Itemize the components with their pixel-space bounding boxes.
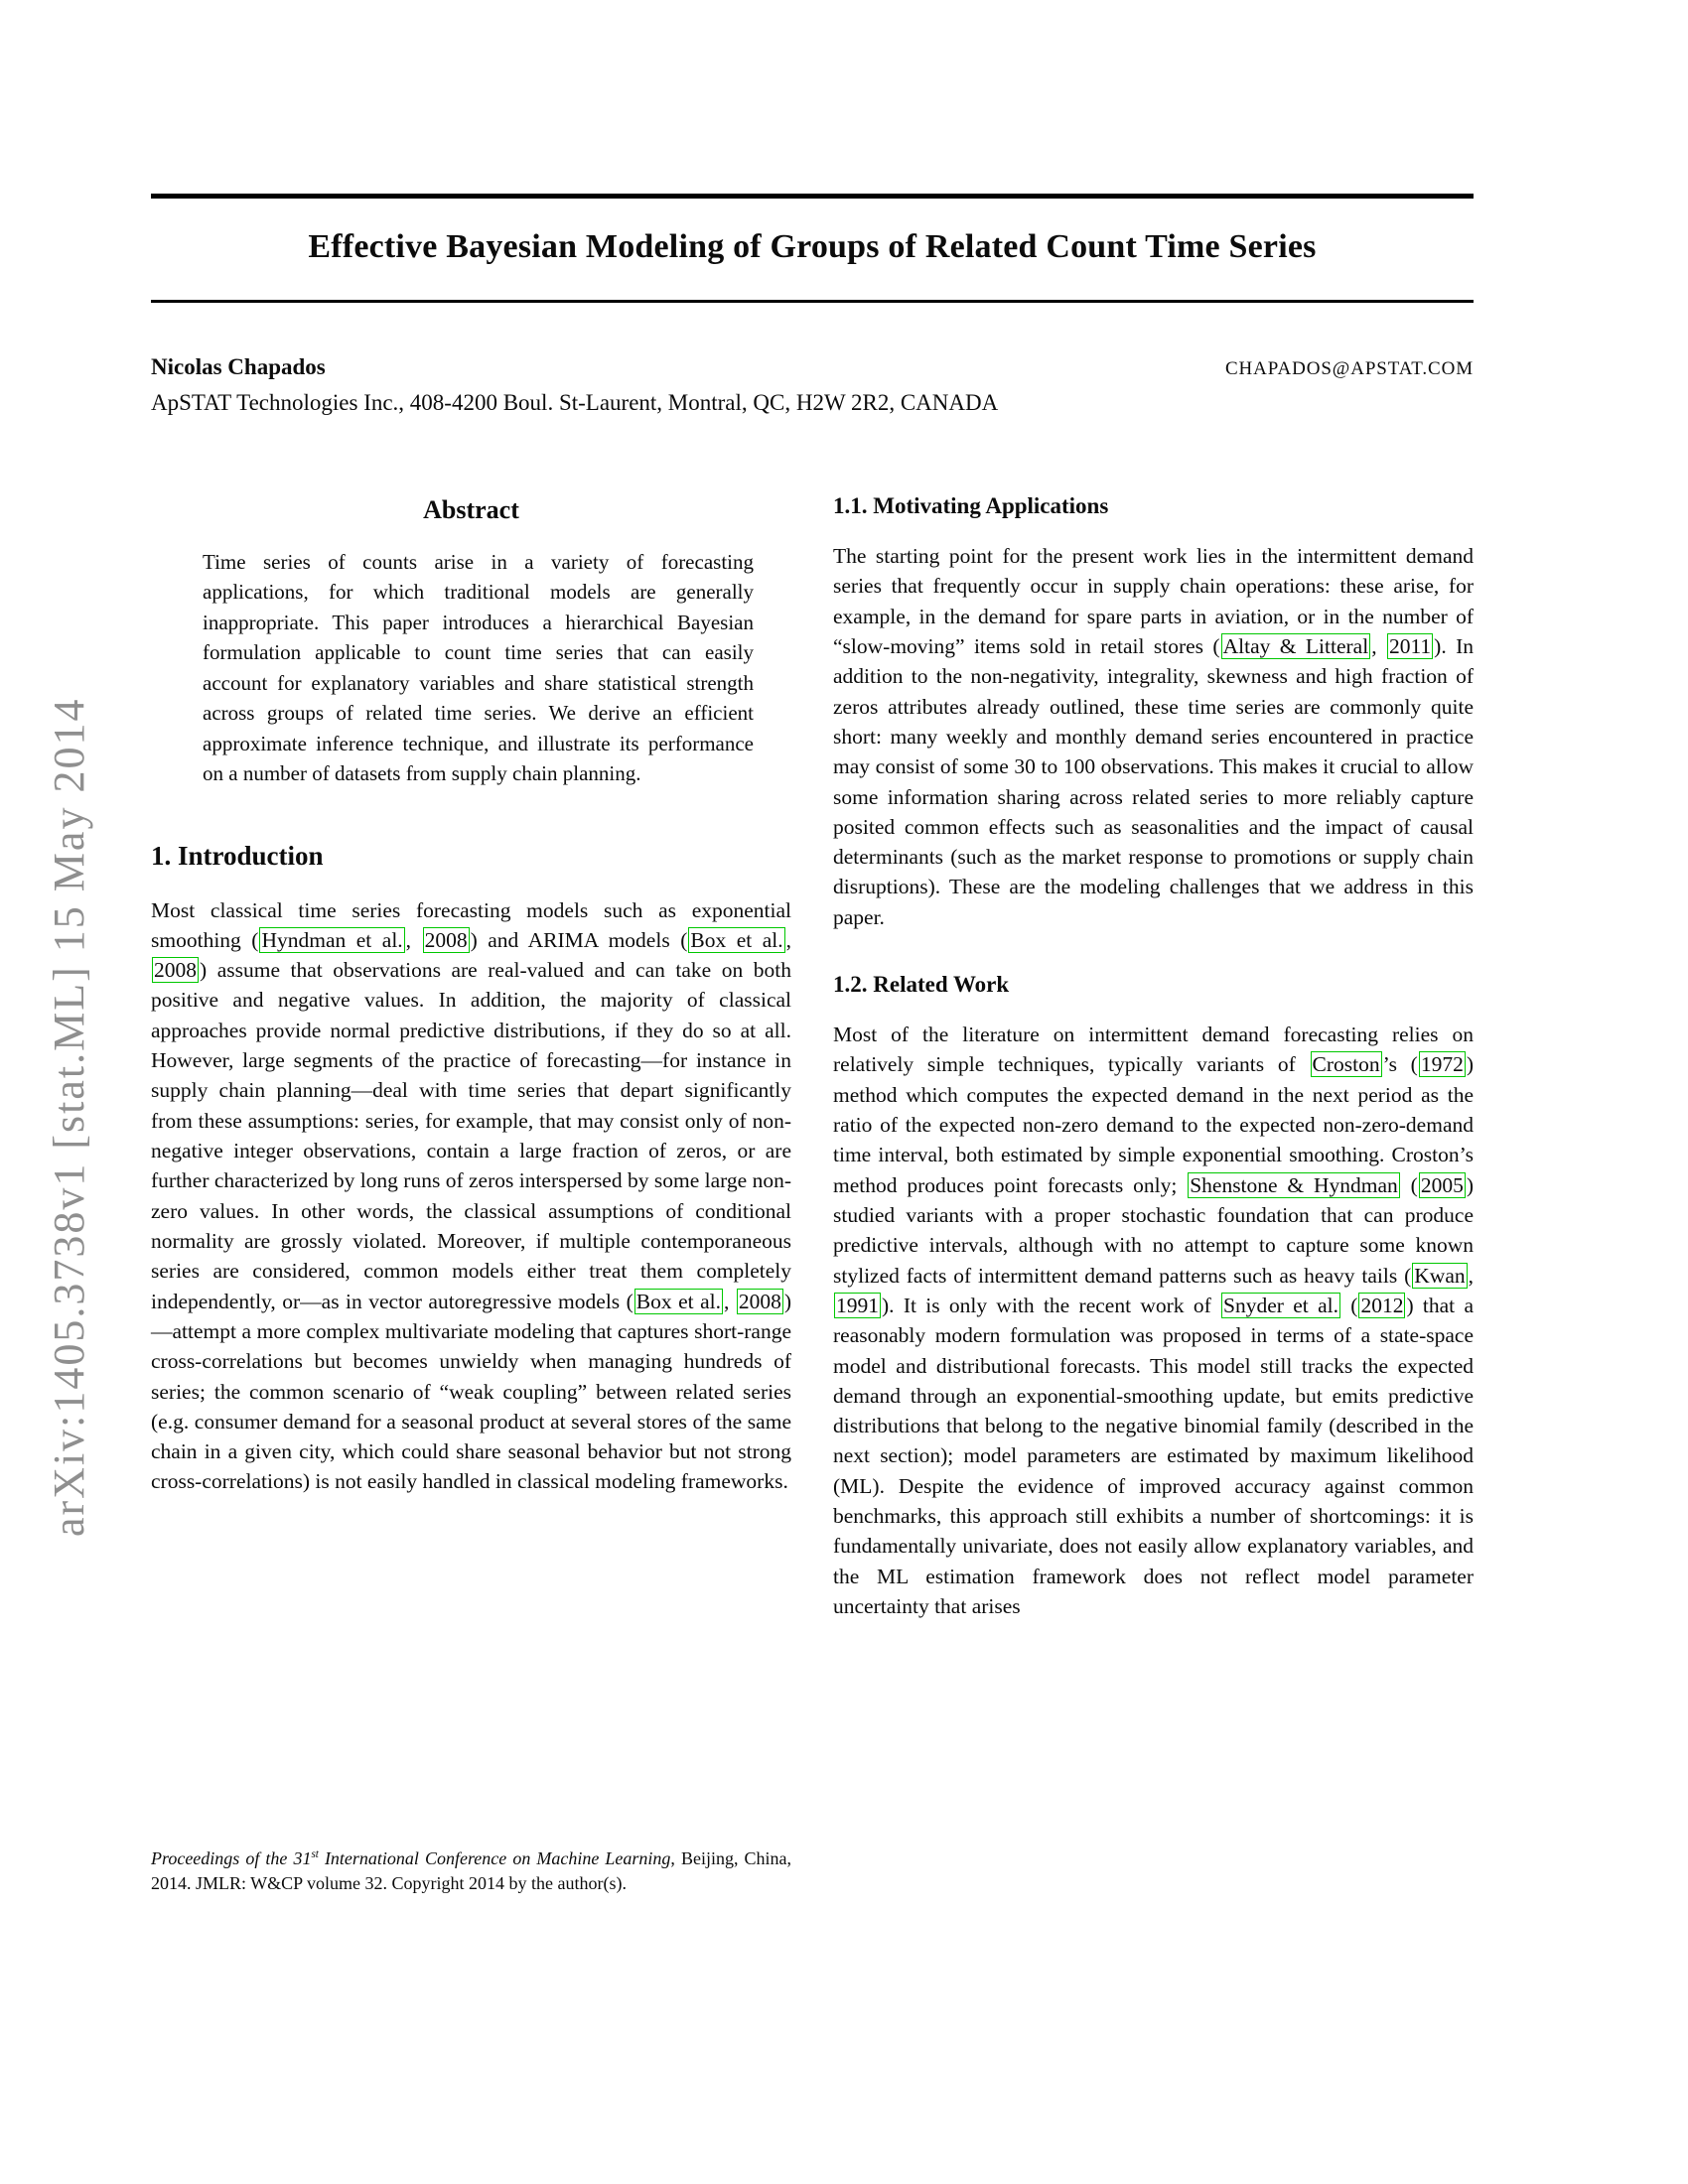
author-email: CHAPADOS@APSTAT.COM xyxy=(1224,358,1474,379)
copyright-footnote xyxy=(151,1821,791,1895)
subsection-heading-related-work: 1.2. Related Work xyxy=(833,972,1010,998)
citation-link[interactable]: Box et al. xyxy=(690,927,783,952)
citation-link[interactable]: 2005 xyxy=(1420,1172,1464,1197)
motivating-paragraph xyxy=(833,541,1474,932)
author-affiliation: ApSTAT Technologies Inc., 408-4200 Boul. St-Laurent, Montral, QC, H2W 2R2, CANADA xyxy=(151,390,999,415)
citation-link[interactable]: 2011 xyxy=(1388,633,1432,658)
text-segment: International Conference on Machine Learning xyxy=(318,1848,671,1869)
right-column xyxy=(833,493,1474,1895)
text-segment: ) and ARIMA models ( xyxy=(470,927,688,952)
abstract-text: Time series of counts arise in a variety of forecasting applications, for which traditional models are generally inappropriate. This paper introduces a hierarchical Bayesian formulation applicable to count time series that can easily account for explanatory variables and share statistical strength across groups of related time series. We derive an efficient approximate inference technique, and illustrate its performance on a number of datasets from supply chain planning. xyxy=(203,550,754,786)
citation-link[interactable]: Shenstone & Hyndman xyxy=(1190,1172,1398,1197)
title-rule-top xyxy=(151,194,1474,199)
paper-title: Effective Bayesian Modeling of Groups of Related Count Time Series xyxy=(308,228,1317,265)
text-segment: Most classical time series forecasting models such as exponential smoothing ( xyxy=(151,897,791,952)
related-work-paragraph xyxy=(833,1020,1474,1621)
citation-link[interactable]: Box et al. xyxy=(635,1289,721,1313)
citation-link[interactable]: Hyndman et al. xyxy=(261,927,403,952)
citation-link[interactable]: Croston xyxy=(1312,1052,1380,1077)
citation-link[interactable]: 1972 xyxy=(1420,1052,1464,1077)
text-segment: ) studied variants with a proper stochastic foundation that can produce predictive intervals, although with no attempt to capture some known stylized facts of intermittent demand patterns such as heavy tails ( xyxy=(833,1172,1474,1288)
section-heading-introduction: 1. Introduction xyxy=(151,840,324,871)
text-segment: ). It is only with the recent work of xyxy=(882,1293,1221,1317)
text-segment: )—attempt a more complex multivariate modeling that captures short-range cross-correlations but becomes unwieldy when managing hundreds of series; the common scenario of “weak coupling” between related series (e.g. consumer demand for a seasonal product at several stores of the same chain in a given city, which could share seasonal behavior but not strong cross-correlations) is not easily handled in classical modeling frameworks. xyxy=(151,1289,791,1494)
left-column xyxy=(151,493,791,1895)
text-segment: st xyxy=(311,1848,319,1861)
introduction-paragraph xyxy=(151,895,791,1497)
text-segment: ) assume that observations are real-valued and can take on both positive and negative values. In addition, the majority of classical approaches provide normal predictive distributions, if they do so at all. However, large segments of the practice of forecasting—for instance in supply chain planning—deal with time series that depart significantly from these assumptions: series, for example, that may consist only of non-negative integer observations, contain a large fraction of zeros, or are further characterized by long runs of zeros interspersed by some large non-zero values. In other words, the classical assumptions of conditional normality are grossly violated. Moreover, if multiple contemporaneous series are considered, common models either treat them completely independently, or—as in vector autoregressive models ( xyxy=(151,958,791,1313)
text-segment: , Beijing, China, 2014. JMLR: W&CP volume 32. Copyright 2014 by the author(s). xyxy=(151,1848,791,1893)
citation-link[interactable]: Snyder et al. xyxy=(1223,1293,1338,1317)
abstract-heading: Abstract xyxy=(423,495,519,524)
paper-content xyxy=(151,0,1474,1895)
subsection-heading-motivating: 1.1. Motivating Applications xyxy=(833,493,1109,518)
text-segment: , xyxy=(405,927,422,952)
text-segment: The starting point for the present work lies in the intermittent demand series that frequently occur in supply chain operations: these arise, for example, in the demand for spare parts in aviation, or in the number of “slow-moving” items sold in retail stores ( xyxy=(833,544,1474,658)
text-segment: , xyxy=(723,1289,736,1313)
text-segment: Most of the literature on intermittent demand forecasting relies on relatively simple techniques, typically variants of xyxy=(833,1023,1474,1077)
citation-link[interactable]: Kwan xyxy=(1414,1263,1466,1288)
citation-link[interactable]: 2008 xyxy=(424,927,468,952)
text-segment: , xyxy=(785,927,791,952)
title-rule-bottom xyxy=(151,300,1474,303)
arxiv-watermark: arXiv:1405.3738v1 [stat.ML] 15 May 2014 xyxy=(45,697,93,1537)
text-segment: , xyxy=(1371,633,1386,658)
citation-link[interactable]: 2008 xyxy=(154,958,197,983)
citation-link[interactable]: 2012 xyxy=(1360,1293,1404,1317)
text-segment: Proceedings of the 31 xyxy=(151,1848,312,1869)
text-segment: ) that a reasonably modern formulation was proposed in terms of a state-space model and distributional forecasts. This model still tracks the expected demand through an exponential-smoothing update, but emits predictive distributions that belong to the negative binomial family (described in the next section); model parameters are estimated by maximum likelihood (ML). Despite the evidence of improved accuracy against common benchmarks, this approach still exhibits a number of shortcomings: it is fundamentally univariate, does not easily allow explanatory variables, and the ML estimation framework does not reflect model parameter uncertainty that arises xyxy=(833,1293,1474,1618)
author-row xyxy=(151,354,1474,380)
text-segment: ’s ( xyxy=(1382,1052,1418,1077)
two-column-body xyxy=(151,493,1474,1895)
text-segment: ). In addition to the non-negativity, integrality, skewness and high fraction of zeros attributes already outlined, these time series are commonly quite short: many weekly and monthly demand series encountered in practice may consist of some 30 to 100 observations. This makes it crucial to allow some information sharing across related series to more reliably capture posited common effects such as seasonalities and the impact of causal determinants (such as the market response to promotions or supply chain disruptions). These are the modeling challenges that we address in this paper. xyxy=(833,633,1475,929)
text-segment: ( xyxy=(1400,1172,1418,1197)
citation-link[interactable]: 2008 xyxy=(738,1289,781,1313)
text-segment: ) method which computes the expected demand in the next period as the ratio of the expected non-zero demand to the expected non-zero-demand time interval, both estimated by simple exponential smoothing. Croston’s method produces point forecasts only; xyxy=(833,1052,1475,1197)
author-name: Nicolas Chapados xyxy=(151,354,326,379)
text-segment: , xyxy=(1468,1263,1474,1288)
text-segment: ( xyxy=(1340,1293,1358,1317)
citation-link[interactable]: Altay & Litteral xyxy=(1222,633,1369,658)
citation-link[interactable]: 1991 xyxy=(836,1293,879,1317)
